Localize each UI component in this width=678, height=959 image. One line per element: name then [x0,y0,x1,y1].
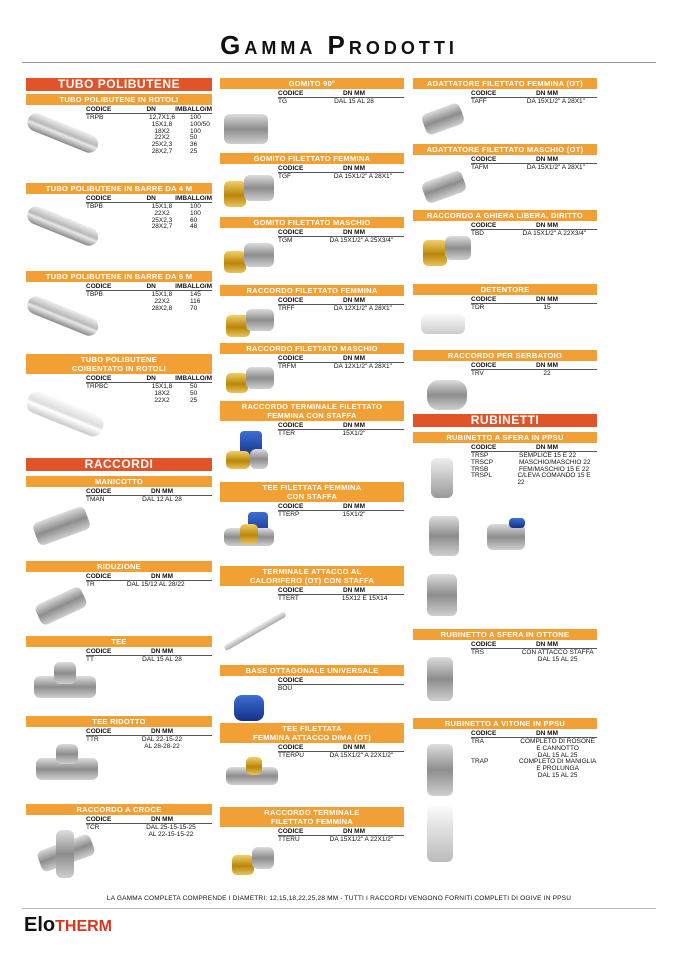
block-serbatoio: RACCORDO PER SERBATOIO CODICE DN MM TRV 22 [413,350,597,378]
block-tee-dima: TEE FILETTATA FEMMINA ATTACCO DIMA (OT) CODICE DN MM TTERPU DA 15X1/2" A 22X1/2" [220,723,404,760]
table-row: TRPBC 15X1,8 50 [86,383,198,390]
fitting-body [252,847,274,869]
block-detentore: DETENTORE CODICE DN MM TDR 15 [413,284,597,312]
table-row: TRSP SEMPLICE 15 E 22 [471,452,577,459]
table-row: TRPB 12,7X1,6 100 [86,114,201,121]
block-croce: RACCORDO A CROCE CODICE DN MM TCR DAL 25-15-15-25 AL 22-15-15-22 [26,804,212,839]
table-row: 25X2,3 60 [151,216,198,224]
fitting-body [445,236,471,260]
section-rubinetti: RUBINETTI [413,414,597,427]
table-row: 18X2 50 [154,389,198,397]
brass-ball-valve-image [427,657,453,701]
block-rub-vitone: RUBINETTO A VITONE IN PPSU CODICE DN MM TRA COMPLETO DI ROSONE E CANNOTTO DAL 15 AL 25 TRAP COMPLETO DI MANIGLIA E PROLUNGA DAL 15 AL 25 [413,718,597,780]
elotherm-logo: EloTHERM [24,914,113,936]
brass-body [226,451,250,469]
brass-body [246,757,262,775]
block-adattatore-ff: ADATTATORE FILETTATO FEMMINA (OT) CODICE DN MM TAFF DA 15X1/2" A 28X1" [413,78,597,106]
adapter-image [420,102,465,136]
table-row: 28X2,8 70 [151,304,198,312]
octagonal-base-image [234,695,264,721]
table-row: TRSB FEM/MASCHIO 15 E 22 [471,465,590,473]
block-tee: TEE CODICE DN MM TT DAL 15 AL 28 [26,636,212,664]
table-row: 18X2 100 [154,127,201,135]
tee-branch [56,744,78,764]
section-tubo-polibutene: TUBO POLIBUTENE [26,78,212,91]
brass-terminal-image [232,855,254,875]
elbow-body [244,243,274,267]
footer-rule [22,908,656,909]
table-row: 28X2,7 25 [151,147,198,155]
block-tee-ridotto: TEE RIDOTTO CODICE DN MM TTR DAL 22-15-22 AL 28-28-22 [26,716,212,751]
fitting-body [250,449,268,469]
table-row: 22X2 50 [154,134,198,142]
screw-valve-extended-image [427,806,453,862]
column-1 [26,76,212,886]
tee-branch [54,662,76,684]
table-row: TBPB 15X1,8 145 [86,291,201,298]
radiator-pipe-image [223,611,287,651]
block-title: TUBO POLIBUTENE IN ROTOLI [26,94,212,105]
block-racc-fm: RACCORDO FILETTATO MASCHIO CODICE DN MM TRFM DA 12X1/2" A 28X1" [220,343,404,371]
block-terminale-calorifero: TERMINALE ATTACCO AL CALORIFERO (OT) CON STAFFA CODICE DN MM TTERT 15X12 E 15X14 [220,566,404,603]
block-manicotto: MANICOTTO CODICE DN MM TMAN DAL 12 AL 28 [26,476,212,504]
block-tubo-barre-4: TUBO POLIBUTENE IN BARRE DA 4 M CODICE DN IMBALLO/M TBPB 15X1,8 100 22X2 100 25X2,3 60 28X2,7 48 [26,183,212,231]
coupling-image [32,505,92,546]
table-row: 22X2 25 [154,396,198,404]
ball-valve-image [427,574,457,616]
table-row: 25X2,3 36 [151,141,198,149]
block-base-ottagonale: BASE OTTAGONALE UNIVERSALE CODICE BOU [220,665,404,693]
cross-branch [56,830,74,878]
adapter-image [421,169,468,204]
block-adattatore-fm: ADATTATORE FILETTATO MASCHIO (OT) CODICE DN MM TAFM DA 15X1/2" A 28X1" [413,144,597,172]
table-row: 28X2,7 48 [151,223,198,231]
block-tubo-rotoli: TUBO POLIBUTENE IN ROTOLI CODICE DN IMBALLO/M TRPB 12,7X1,6 100 15X1,8 100/50 18X2 100 22X2 50 25X2,3 36 28X2,7 25 [26,94,212,156]
ball-valve-image [431,458,453,498]
brass-body [240,524,258,544]
table-row: 22X2 100 [154,209,201,217]
brass-fitting-image [226,373,248,393]
lockshield-valve-image [421,314,465,334]
footer-note: LA GAMMA COMPLETA COMPRENDE I DIAMETRI: 12,15,18,22,25,28 MM - TUTTI I RACCORDI VENGONO FORNITI COMPLETI DI OGIVE IN PPSU [106,895,572,902]
block-racc-ghiera: RACCORDO A GHIERA LIBERA, DIRITTO CODICE DN MM TBD DA 15X1/2" A 22X3/4" [413,210,597,238]
block-racc-term-ff: RACCORDO TERMINALE FILETTATO FEMMINA CODICE DN MM TTERU DA 15X1/2" A 22X1/2" [220,807,404,844]
column-3 [413,76,597,886]
column-2 [220,76,404,886]
block-racc-term-staffa: RACCORDO TERMINALE FILETTATO FEMMINA CON STAFFA CODICE DN MM TTER 15X1/2" [220,401,404,438]
block-tee-staffa: TEE FILETTATA FEMMINA CON STAFFA CODICE DN MM TTERP 15X1/2" [220,482,404,519]
elbow-image [224,114,268,144]
table-row: TBPB 15X1,8 100 [86,203,201,210]
screw-valve-image [427,744,453,796]
title-rule [22,62,656,63]
table-row: 15X1,8 100/50 [151,120,210,128]
brass-nut-image [423,240,447,266]
table-row: 22X2 116 [154,297,201,305]
page-title: Gamma Prodotti [220,30,458,60]
block-racc-ff: RACCORDO FILETTATO FEMMINA CODICE DN MM TRFF DA 12X1/2" A 28X1" [220,285,404,313]
table-row: TRSCP MASCHIO/MASCHIO 22 [471,458,591,466]
block-tubo-coibentato: TUBO POLIBUTENE COIBENTATO IN ROTOLI CODICE DN IMBALLO/M TRPBC 15X1,8 50 18X2 50 22X2 25 [26,354,212,404]
block-gomito-90: GOMITO 90° CODICE DN MM TG DAL 15 AL 28 [220,78,404,106]
block-tubo-barre-6: TUBO POLIBUTENE IN BARRE DA 6 M CODICE DN IMBALLO/M TBPB 15X1,8 145 22X2 116 28X2,8 70 [26,271,212,312]
block-rub-ppsu: RUBINETTO A SFERA IN PPSU CODICE DN MM TRSP SEMPLICE 15 E 22 TRSCP MASCHIO/MASCHIO 22 TRSB FEM/MASCHIO 15 E 22 TRSPL C/LEVA COMANDO 15 E 22 [413,432,597,487]
block-gomito-ff: GOMITO FILETTATO FEMMINA CODICE DN MM TGF DA 15X1/2" A 28X1" [220,153,404,181]
ball-valve-image [429,516,459,556]
brass-elbow-image [224,181,246,207]
valve-lever [509,518,525,528]
fitting-body [246,367,274,389]
block-gomito-fm: GOMITO FILETTATO MASCHIO CODICE DN MM TGM DA 15X1/2" A 25X3/4" [220,217,404,245]
fitting-body [246,309,274,331]
table-row: TRSPL C/LEVA COMANDO 15 E 22 [471,472,591,487]
section-raccordi: RACCORDI [26,458,212,471]
block-riduzione: RIDUZIONE CODICE DN MM TR DAL 15/12 AL 28/22 [26,561,212,589]
brass-elbow-image [224,251,246,273]
tank-fitting-image [427,380,467,410]
reducer-image [34,585,89,626]
block-rub-ottone: RUBINETTO A SFERA IN OTTONE CODICE DN MM TRS CON ATTACCO STAFFA DAL 15 AL 25 [413,629,597,664]
elbow-body [244,175,274,201]
